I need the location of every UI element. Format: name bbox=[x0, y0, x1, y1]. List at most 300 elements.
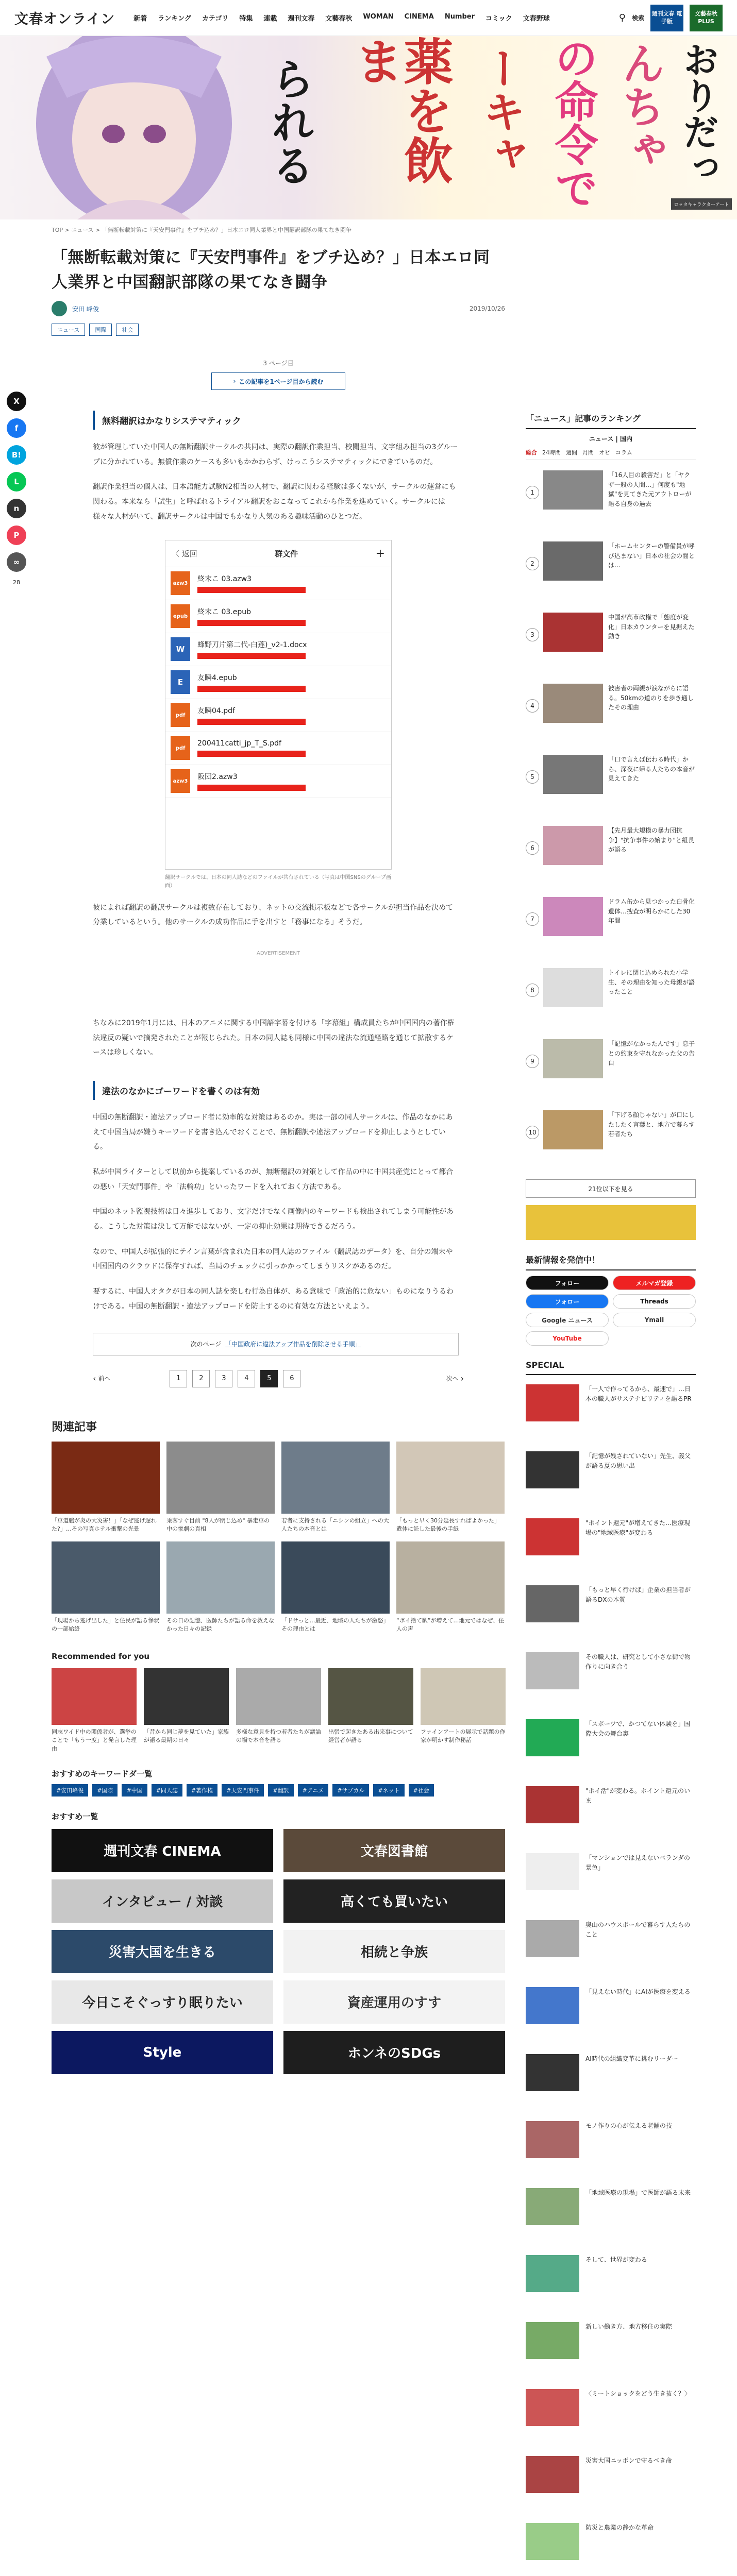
keyword-chip[interactable]: #社会 bbox=[409, 1784, 434, 1797]
author-avatar[interactable] bbox=[52, 301, 67, 316]
file-info bbox=[197, 672, 386, 692]
special-thumbnail[interactable] bbox=[526, 1920, 579, 1957]
related-card[interactable] bbox=[52, 1442, 160, 1534]
ranking-title-text[interactable]: 「記憶がなかったんです」息子との約束を守れなかった父の告白 bbox=[608, 1040, 695, 1067]
keyword-list bbox=[52, 1784, 505, 1797]
special-item[interactable] bbox=[526, 1518, 696, 1576]
article-title: 「無断転載対策に『天安門事件』をブチ込め？」日本エロ同人業界と中国翻訳部隊の果てなき闘争 bbox=[52, 248, 490, 292]
nav-item[interactable]: 文藝春秋 bbox=[325, 15, 353, 23]
link-share-icon[interactable]: ∞ bbox=[7, 552, 26, 572]
special-thumbnail[interactable] bbox=[526, 2389, 579, 2426]
special-thumbnail[interactable] bbox=[526, 1719, 579, 1756]
special-thumbnail[interactable] bbox=[526, 1652, 579, 1689]
ranking-item[interactable] bbox=[526, 684, 696, 744]
related-card-title[interactable]: 「車道脇が炎の大災害！」「なぜ逃げ遅れた?」…その写真ホテル衝撃の光景 bbox=[52, 1517, 157, 1533]
x-share-icon[interactable]: X bbox=[7, 392, 26, 411]
ranking-item[interactable] bbox=[526, 755, 696, 816]
ranking-tab[interactable]: 週間 bbox=[566, 449, 577, 456]
recommended-card-title[interactable]: 多様な意見を持つ若者たちが議論の場で本音を語る bbox=[236, 1728, 321, 1744]
nav-item[interactable]: WOMAN bbox=[363, 13, 394, 21]
sns-follow-button[interactable]: Threads bbox=[613, 1294, 696, 1309]
rank-number: 4 bbox=[526, 699, 539, 713]
rank-number: 2 bbox=[526, 557, 539, 570]
nav-item[interactable]: Number bbox=[444, 13, 475, 21]
plus-button[interactable]: 文藝春秋 PLUS bbox=[690, 5, 723, 31]
keyword-chip[interactable]: #天安門事件 bbox=[222, 1784, 264, 1797]
special-title-text[interactable]: その職人は、研究として小さな街で物作りに向き合う bbox=[585, 1653, 691, 1670]
article-tag[interactable]: 社会 bbox=[116, 324, 139, 336]
site-logo[interactable]: 文春オンライン bbox=[14, 11, 115, 27]
related-card-title[interactable]: “ポイ捨て駅”が増えて…地元ではなぜ、住人の声 bbox=[396, 1617, 505, 1633]
keyword-chip[interactable]: #同人誌 bbox=[152, 1784, 182, 1797]
page-number-link[interactable]: 1 bbox=[170, 1370, 187, 1387]
special-item[interactable] bbox=[526, 1585, 696, 1643]
pocket-share-icon[interactable]: P bbox=[7, 526, 26, 545]
rank-number: 10 bbox=[526, 1126, 539, 1139]
recommended-card-title[interactable]: 出張で起きたある出来事について経営者が語る bbox=[328, 1728, 413, 1744]
file-type-icon: azw3 bbox=[171, 571, 190, 595]
page-number-link[interactable]: 4 bbox=[238, 1370, 255, 1387]
ad-slot[interactable] bbox=[201, 959, 356, 1006]
recommended-thumbnail[interactable] bbox=[144, 1668, 229, 1725]
special-title-text[interactable]: AI時代の組織変革に挑むリーダー bbox=[585, 2055, 678, 2062]
sidebar bbox=[526, 412, 696, 2576]
related-thumbnail[interactable] bbox=[281, 1541, 390, 1614]
related-articles-title: 関連記事 bbox=[52, 1420, 97, 1434]
ranking-thumbnail[interactable] bbox=[543, 1039, 603, 1078]
breadcrumb[interactable]: TOP > ニュース > 「無断転載対策に『天安門事件』をブチ込め？」日本エロ同人業界と中国翻訳部隊の果てなき闘争 bbox=[52, 227, 351, 233]
file-info bbox=[197, 705, 386, 725]
file-row bbox=[165, 765, 391, 798]
special-list bbox=[526, 1384, 696, 2576]
special-thumbnail[interactable] bbox=[526, 2255, 579, 2292]
ranking-thumbnail[interactable] bbox=[543, 470, 603, 510]
recommended-thumbnail[interactable] bbox=[52, 1668, 137, 1725]
sns-follow-button[interactable]: フォロー bbox=[526, 1294, 609, 1309]
line-share-icon[interactable]: L bbox=[7, 472, 26, 492]
file-type-icon: pdf bbox=[171, 703, 190, 727]
ranking-item[interactable] bbox=[526, 613, 696, 673]
article-tag[interactable]: ニュース bbox=[52, 324, 85, 336]
recommended-card-title[interactable]: 同志ワイド中の関係者が、選挙のことで「もう一度」と発言した理由 bbox=[52, 1728, 137, 1752]
article-tags bbox=[52, 324, 505, 336]
next-page-link[interactable]: 「中国政府に違法アップ作品を削除させる手順」 bbox=[225, 1341, 361, 1348]
sns-buttons bbox=[526, 1276, 696, 1346]
special-item[interactable] bbox=[526, 2322, 696, 2380]
keyword-chip[interactable]: #安田峰俊 bbox=[52, 1784, 88, 1797]
ranking-thumbnail[interactable] bbox=[543, 684, 603, 723]
share-count: 28 bbox=[13, 579, 20, 586]
ranking-tab[interactable]: オピ bbox=[599, 449, 610, 456]
ranking-title-text[interactable]: 被害者の両親が涙ながらに語る。50kmの道のりを歩き通したその理由 bbox=[608, 685, 694, 711]
share-bar bbox=[6, 392, 27, 586]
special-title: SPECIAL bbox=[526, 1360, 696, 1375]
search-icon[interactable]: ⚲ bbox=[618, 12, 626, 23]
recommended-thumbnail[interactable] bbox=[236, 1668, 321, 1725]
keyword-chip[interactable]: #アニメ bbox=[298, 1784, 329, 1797]
special-thumbnail[interactable] bbox=[526, 1585, 579, 1622]
section-heading-1: 無料翻訳はかなりシステマティック bbox=[93, 411, 505, 430]
special-thumbnail[interactable] bbox=[526, 2523, 579, 2560]
related-thumbnail[interactable] bbox=[396, 1442, 505, 1514]
keyword-chip[interactable]: #著作権 bbox=[187, 1784, 217, 1797]
special-title-text[interactable]: 「もっと早く行けば」企業の担当者が語るDXの本質 bbox=[585, 1586, 691, 1603]
ranking-item[interactable] bbox=[526, 968, 696, 1029]
ranking-promo-banner[interactable] bbox=[526, 1205, 696, 1240]
redaction-bar bbox=[197, 719, 306, 725]
sns-follow-button[interactable]: Ymall bbox=[613, 1313, 696, 1327]
chevron-right-icon: › bbox=[233, 378, 236, 385]
byline bbox=[52, 301, 505, 316]
related-thumbnail[interactable] bbox=[166, 1541, 275, 1614]
hero-word-1: おりだっ bbox=[677, 41, 720, 185]
recommended-title: Recommended for you bbox=[52, 1651, 150, 1661]
special-title-text[interactable]: 「スポーツで、かつてない体験を」国際大会の舞台裏 bbox=[585, 1720, 691, 1737]
keywords-title: おすすめのキーワードダ一覧 bbox=[52, 1769, 153, 1778]
page-indicator: 3 ページ目 bbox=[263, 360, 294, 367]
special-item[interactable] bbox=[526, 2389, 696, 2447]
nav-item[interactable]: 文春野球 bbox=[523, 15, 550, 23]
search-label[interactable]: 検索 bbox=[631, 14, 644, 22]
related-thumbnail[interactable] bbox=[166, 1442, 275, 1514]
digital-edition-button[interactable]: 週刊文春 電子版 bbox=[650, 5, 683, 31]
paragraph-group-2 bbox=[52, 901, 505, 930]
note-share-icon[interactable]: n bbox=[7, 499, 26, 518]
special-item[interactable] bbox=[526, 2255, 696, 2313]
related-card[interactable] bbox=[166, 1442, 275, 1534]
sns-follow-button[interactable]: メルマガ登録 bbox=[613, 1276, 696, 1290]
hero-word-4: ーキャ bbox=[476, 46, 527, 176]
file-name: 200411catti_jp_T_S.pdf bbox=[197, 739, 281, 748]
special-thumbnail[interactable] bbox=[526, 2322, 579, 2359]
rank-number: 7 bbox=[526, 912, 539, 926]
promo-banner[interactable]: 週刊文春 CINEMA bbox=[52, 1829, 273, 1872]
facebook-share-icon[interactable]: f bbox=[7, 418, 26, 438]
rank-number: 9 bbox=[526, 1055, 539, 1068]
sns-follow-button[interactable]: フォロー bbox=[526, 1276, 609, 1290]
article-tag[interactable]: 国際 bbox=[89, 324, 112, 336]
ranking-title-text[interactable]: 「ホームセンターの警備員が呼び込まない」日本の社会の闇とは… bbox=[608, 543, 695, 569]
ranking-title-text[interactable]: 「口で言えば伝わる時代」から、深夜に帰る人たちの本音が見えてきた bbox=[608, 756, 695, 783]
special-item[interactable] bbox=[526, 2188, 696, 2246]
ranking-more-label: 21位以下を見る bbox=[588, 1185, 633, 1193]
promo-banner[interactable]: 高くても買いたい bbox=[283, 1879, 505, 1923]
keyword-chip[interactable]: #国際 bbox=[92, 1784, 118, 1797]
hero-word-5: 薬を飲ま bbox=[346, 36, 454, 184]
paragraph-group-1 bbox=[52, 440, 505, 524]
special-thumbnail[interactable] bbox=[526, 1384, 579, 1421]
special-title-text[interactable]: 「記憶が残されていない」先生、義父が語る夏の思い出 bbox=[585, 1452, 691, 1469]
banners-title: おすすめ一覧 bbox=[52, 1811, 98, 1821]
ranking-tab[interactable]: 月間 bbox=[582, 449, 594, 456]
page-numbers bbox=[167, 1370, 303, 1387]
special-thumbnail[interactable] bbox=[526, 1853, 579, 1890]
ranking-title-text[interactable]: 【先月最大規模の暴力団抗争】"抗争事件の始まり"と組長が語る bbox=[608, 827, 695, 854]
special-title-text[interactable]: "ポイント還元"が増えてきた…医療現場の"地域医療"が変わる bbox=[585, 1519, 691, 1536]
file-info bbox=[197, 606, 386, 626]
file-type-icon: azw3 bbox=[171, 769, 190, 793]
body-paragraph: 中国の無断翻訳・違法アップロード者に効率的な対策はあるのか。実は一部の同人サークルは、作品のなかにあえて中国当局が嫌うキーワードを書き込んでおくことで、無断翻訳や違法アップロードを抑止しようとしている。 bbox=[93, 1113, 453, 1151]
related-card[interactable] bbox=[396, 1541, 505, 1634]
publish-date: 2019/10/26 bbox=[469, 305, 505, 313]
special-thumbnail[interactable] bbox=[526, 2054, 579, 2091]
nav-item[interactable]: 新着 bbox=[133, 15, 147, 23]
next-page-text[interactable]: 次へ bbox=[446, 1375, 459, 1383]
chevron-left-icon[interactable]: ‹ bbox=[93, 1374, 96, 1384]
related-card[interactable] bbox=[166, 1541, 275, 1634]
ranking-tab[interactable]: 総合 bbox=[526, 449, 537, 456]
special-item[interactable] bbox=[526, 2121, 696, 2179]
phone-file-list bbox=[165, 567, 391, 798]
keyword-chip[interactable]: #中国 bbox=[122, 1784, 147, 1797]
special-thumbnail[interactable] bbox=[526, 1518, 579, 1555]
ranking-item[interactable] bbox=[526, 1039, 696, 1100]
related-card-title[interactable]: 「現場から逃げ出した」と住民が語る惨状の一部始終 bbox=[52, 1617, 159, 1633]
body-paragraph: 彼によれば翻訳の翻訳サークルは複数存在しており、ネットの交流掲示板などで各サークルが担当作品を決めて分業しているという。他のサークルの成功作品に手を出すと「務事になる」そうだ。 bbox=[93, 903, 454, 927]
special-item[interactable] bbox=[526, 1384, 696, 1442]
ranking-title-text[interactable]: トイレに閉じ込められた小学生、その理由を知った母親が語ったこと bbox=[608, 969, 695, 996]
file-row bbox=[165, 666, 391, 699]
phone-screenshot bbox=[165, 540, 392, 870]
special-item[interactable] bbox=[526, 1920, 696, 1978]
special-item[interactable] bbox=[526, 1719, 696, 1777]
read-from-first-label: この記事を1ページ目から読む bbox=[239, 378, 324, 385]
nav-item[interactable]: 特集 bbox=[239, 15, 253, 23]
ranking-tab[interactable]: コラム bbox=[615, 449, 632, 456]
ranking-tab[interactable]: 24時間 bbox=[542, 449, 561, 456]
special-title-text[interactable]: モノ作りの心が伝える老舗の技 bbox=[585, 2122, 672, 2129]
special-thumbnail[interactable] bbox=[526, 1451, 579, 1488]
promo-banner[interactable]: 文春図書館 bbox=[283, 1829, 505, 1872]
special-title-text[interactable]: "ポイ活"が変わる。ポイント還元のいま bbox=[585, 1787, 691, 1804]
file-row bbox=[165, 633, 391, 666]
banner-grid bbox=[52, 1829, 505, 2074]
page-number-link[interactable]: 5 bbox=[260, 1370, 278, 1387]
nav-item[interactable]: 週刊文春 bbox=[288, 15, 315, 23]
keyword-chip[interactable]: #翻訳 bbox=[268, 1784, 293, 1797]
related-card-title[interactable]: 「もっと早く30分延長すればよかった」遺体に託した最後の手紙 bbox=[396, 1517, 500, 1533]
special-item[interactable] bbox=[526, 1987, 696, 2045]
ranking-thumbnail[interactable] bbox=[543, 755, 603, 794]
recommended-card[interactable] bbox=[52, 1668, 137, 1754]
related-card[interactable] bbox=[281, 1442, 390, 1534]
ranking-item[interactable] bbox=[526, 470, 696, 531]
keyword-chip[interactable]: #ネット bbox=[373, 1784, 404, 1797]
special-title-text[interactable]: 〈ミートショックをどう生き抜く？〉 bbox=[585, 2390, 691, 2397]
ranking-title: 「ニュース」記事のランキング bbox=[526, 412, 696, 429]
recommended-card[interactable] bbox=[328, 1668, 413, 1754]
related-thumbnail[interactable] bbox=[52, 1541, 160, 1614]
ranking-item[interactable] bbox=[526, 897, 696, 958]
promo-banner[interactable]: インタビュー / 対談 bbox=[52, 1879, 273, 1923]
page-number-link[interactable]: 2 bbox=[192, 1370, 210, 1387]
latest-info-title: 最新情報を発信中！ bbox=[526, 1253, 696, 1270]
special-title-text[interactable]: 「地域医療の現場」で医師が語る未来 bbox=[585, 2189, 691, 2196]
related-card-title[interactable]: その日の記憶、医師たちが語る命を救えなかった日々の記録 bbox=[166, 1617, 274, 1633]
nav-item[interactable]: CINEMA bbox=[404, 13, 434, 21]
related-thumbnail[interactable] bbox=[396, 1541, 505, 1614]
special-item[interactable] bbox=[526, 1786, 696, 1844]
ranking-thumbnail[interactable] bbox=[543, 613, 603, 652]
special-item[interactable] bbox=[526, 2523, 696, 2576]
hero-word-3: の命令で bbox=[548, 36, 599, 209]
special-title-text[interactable]: 「一人で作ってるから、最速で」…日本の職人がサステナビリティを語るPR bbox=[585, 1385, 692, 1402]
file-name: 終末こ 03.azw3 bbox=[197, 575, 252, 584]
recommended-grid bbox=[52, 1668, 505, 1754]
promo-banner[interactable]: 資産運用のすす bbox=[283, 1980, 505, 2024]
ranking-more-button[interactable] bbox=[526, 1179, 696, 1198]
sns-follow-button[interactable]: Google ニュース bbox=[526, 1313, 609, 1327]
hatena-share-icon[interactable]: B! bbox=[7, 445, 26, 465]
body-paragraph: 彼が管理していた中国人の無断翻訳サークルの共同は、実際の翻訳作業担当、校閲担当、文字組み担当の3グループに分かれている。無償作業のケースも多いもかかわらず、けっこうシステマティックにできているのだ。 bbox=[93, 443, 458, 466]
ranking-thumbnail[interactable] bbox=[543, 826, 603, 865]
ranking-title-text[interactable]: 「16人目の殺害だ」と「ヤクザ一般の人間…」何度も"地獄"を見てきた元アウトローが語る自身の過去 bbox=[608, 471, 692, 507]
redaction-bar bbox=[197, 686, 306, 692]
special-item[interactable] bbox=[526, 2054, 696, 2112]
nav-item[interactable]: カテゴリ bbox=[202, 15, 229, 23]
header-actions bbox=[619, 5, 723, 31]
prev-page-link[interactable]: 前へ bbox=[98, 1375, 111, 1383]
file-type-icon: pdf bbox=[171, 736, 190, 760]
ranking-title-text[interactable]: ドラム缶から見つかった白骨化遺体…捜査が明らかにした30年間 bbox=[608, 898, 695, 925]
promo-banner[interactable]: Style bbox=[52, 2031, 273, 2074]
file-name: 友瞬04.pdf bbox=[197, 707, 235, 716]
special-title-text[interactable]: 災害大国ニッポンで守るべき命 bbox=[585, 2457, 672, 2464]
related-card[interactable] bbox=[52, 1541, 160, 1634]
related-card-title[interactable]: 乗客すぐ目前 "8人が閉じ込め" 暴走車の中の惨劇の真相 bbox=[166, 1517, 270, 1533]
related-thumbnail[interactable] bbox=[52, 1442, 160, 1514]
promo-banner[interactable]: ホンネのSDGs bbox=[283, 2031, 505, 2074]
special-item[interactable] bbox=[526, 2456, 696, 2514]
file-info bbox=[197, 771, 386, 791]
special-item[interactable] bbox=[526, 1652, 696, 1710]
hero-word-6: られる bbox=[264, 57, 315, 187]
special-title-text[interactable]: 防災と農業の静かな革命 bbox=[585, 2524, 654, 2531]
main-nav bbox=[133, 13, 550, 23]
phone-title: 群文件 bbox=[275, 549, 298, 558]
ranking-list bbox=[526, 470, 696, 1171]
special-item[interactable] bbox=[526, 1451, 696, 1509]
hero-word-2: んちゃ bbox=[615, 41, 666, 171]
related-card[interactable] bbox=[281, 1541, 390, 1634]
recommended-card-title[interactable]: 「昔から同じ夢を見ていた」家族が語る最期の日々 bbox=[144, 1728, 229, 1744]
recommended-card[interactable] bbox=[144, 1668, 229, 1754]
rank-number: 8 bbox=[526, 984, 539, 997]
body-paragraph: 中国のネット監視技術は日々進歩しており、文字だけでなく画像内のキーワードも検出されてしまう可能性がある。こうした対策は決して万能ではないが、一定の抑止効果は期待できるだろう。 bbox=[93, 1208, 454, 1231]
ranking-subtitle: ニュース | 国内 bbox=[589, 435, 633, 443]
file-type-icon: E bbox=[171, 670, 190, 694]
image-caption: 翻訳サークルでは、日本の同人誌などのファイルが共有されている（写真は中国SNSのグループ画面） bbox=[165, 874, 391, 889]
related-card-title[interactable]: 「ドサっと…最近、地域の人たちが激怒」その理由とは bbox=[281, 1617, 389, 1633]
paragraph-group-3 bbox=[52, 1016, 505, 1060]
special-title-text[interactable]: 「見えない時代」にAIが医療を変える bbox=[585, 1988, 691, 1995]
nav-item[interactable]: 連載 bbox=[263, 15, 277, 23]
file-info bbox=[197, 739, 386, 757]
ranking-tabs bbox=[526, 448, 696, 460]
ranking-thumbnail[interactable] bbox=[543, 897, 603, 936]
special-thumbnail[interactable] bbox=[526, 1786, 579, 1823]
related-card-title[interactable]: 若者に支持される「ニシンの組立」への大人たちの本音とは bbox=[281, 1517, 389, 1533]
recommended-card[interactable] bbox=[421, 1668, 506, 1754]
redaction-bar bbox=[197, 620, 306, 626]
phone-back-label: 〈 返回 bbox=[172, 549, 197, 558]
body-paragraph: 要するに、中国人オタクが日本の同人誌を楽しむ行為自体が、ある意味で「政治的に危ない」ものになりうるわけである。中国の無断翻訳・違法アップロードを防止するのに有効な方法といえよう。 bbox=[93, 1287, 454, 1311]
chevron-right-icon[interactable]: › bbox=[460, 1374, 464, 1384]
special-item[interactable] bbox=[526, 1853, 696, 1911]
read-from-first-page-button[interactable] bbox=[211, 372, 345, 390]
page-number-link[interactable]: 6 bbox=[283, 1370, 300, 1387]
keyword-chip[interactable]: #サブカル bbox=[332, 1784, 369, 1797]
promo-banner[interactable]: 今日こそぐっすり眠りたい bbox=[52, 1980, 273, 2024]
recommended-card[interactable] bbox=[236, 1668, 321, 1754]
ranking-title-text[interactable]: 中国が高市政権で「態度が変化」日本カウンターを見据えた動き bbox=[608, 614, 695, 640]
file-info bbox=[197, 639, 386, 659]
redaction-bar bbox=[197, 751, 306, 757]
special-thumbnail[interactable] bbox=[526, 2121, 579, 2158]
special-thumbnail[interactable] bbox=[526, 1987, 579, 2024]
phone-header-bar bbox=[165, 540, 391, 567]
ranking-item[interactable] bbox=[526, 1110, 696, 1171]
body-paragraph: 翻訳作業担当の個人は、日本語能力試験N2相当の人材で、翻訳に関わる経験は多くないが、サークルの運営にも関わる。本来なら「試生」と呼ばれるトライアル翻訳をおこなってこれから作業を進めていく。サークルには様々な人材がいて、翻訳サークルは中国でもかなり人気のある趣味活動のひとつだ。 bbox=[93, 483, 456, 521]
pagination bbox=[52, 1370, 505, 1387]
related-thumbnail[interactable] bbox=[281, 1442, 390, 1514]
file-name: 阪団2.azw3 bbox=[197, 773, 238, 782]
file-type-icon: W bbox=[171, 637, 190, 661]
sns-follow-button[interactable]: YouTube bbox=[526, 1331, 609, 1346]
body-paragraph: ちなみに2019年1月には、日本のアニメに関する中国語字幕を付ける「字幕組」構成員たちが中国国内の著作権法違反の疑いで摘発されたことが報じられた。日本の同人誌も同様に中国の違法な流通経路を通じて拡散するケースは珍しくない。 bbox=[93, 1019, 455, 1057]
hero-banner[interactable] bbox=[0, 36, 737, 219]
ranking-title-text[interactable]: 「下げる顔じゃない」が口にしたしたく言葉と、地方で暮らす若者たち bbox=[608, 1111, 695, 1138]
recommended-card-title[interactable]: ファインアートの展示で話題の作家が明かす制作秘話 bbox=[421, 1728, 506, 1744]
rank-number: 1 bbox=[526, 486, 539, 499]
redaction-bar bbox=[197, 587, 306, 593]
file-row bbox=[165, 567, 391, 600]
recommended-thumbnail[interactable] bbox=[328, 1668, 413, 1725]
promo-banner[interactable]: 災害大国を生きる bbox=[52, 1930, 273, 1973]
rank-number: 3 bbox=[526, 628, 539, 641]
redaction-bar bbox=[197, 653, 306, 659]
author-name[interactable]: 安田 峰俊 bbox=[72, 305, 99, 313]
plus-icon: + bbox=[375, 547, 385, 560]
page-number-link[interactable]: 3 bbox=[215, 1370, 232, 1387]
file-name: 友瞬4.epub bbox=[197, 674, 237, 683]
ad-label: ADVERTISEMENT bbox=[256, 950, 300, 956]
next-page-box[interactable] bbox=[93, 1333, 459, 1355]
special-title-text[interactable]: 「マンションでは見えないベランダの景色」 bbox=[585, 1854, 690, 1871]
file-row bbox=[165, 732, 391, 765]
special-title-text[interactable]: 新しい働き方、地方移住の実際 bbox=[585, 2323, 673, 2330]
ranking-thumbnail[interactable] bbox=[543, 968, 603, 1007]
nav-item[interactable]: コミック bbox=[485, 15, 512, 23]
special-title-text[interactable]: そして、世界が変わる bbox=[585, 2256, 647, 2263]
nav-item[interactable]: ランキング bbox=[158, 15, 191, 23]
ranking-item[interactable] bbox=[526, 826, 696, 887]
special-thumbnail[interactable] bbox=[526, 2188, 579, 2225]
special-thumbnail[interactable] bbox=[526, 2456, 579, 2493]
recommended-thumbnail[interactable] bbox=[421, 1668, 506, 1725]
ranking-thumbnail[interactable] bbox=[543, 541, 603, 581]
related-card[interactable] bbox=[396, 1442, 505, 1534]
file-row bbox=[165, 600, 391, 633]
ranking-thumbnail[interactable] bbox=[543, 1110, 603, 1149]
ranking-item[interactable] bbox=[526, 541, 696, 602]
file-type-icon: epub bbox=[171, 604, 190, 628]
file-name: 蜂野刀片第二代-白莲)_v2-1.docx bbox=[197, 641, 307, 650]
next-page-label: 次のページ bbox=[190, 1341, 222, 1348]
promo-banner[interactable]: 相続と争族 bbox=[283, 1930, 505, 1973]
special-title-text[interactable]: 奥山のハウスボールで暮らす人たちのこと bbox=[585, 1921, 691, 1938]
site-header bbox=[0, 0, 737, 36]
